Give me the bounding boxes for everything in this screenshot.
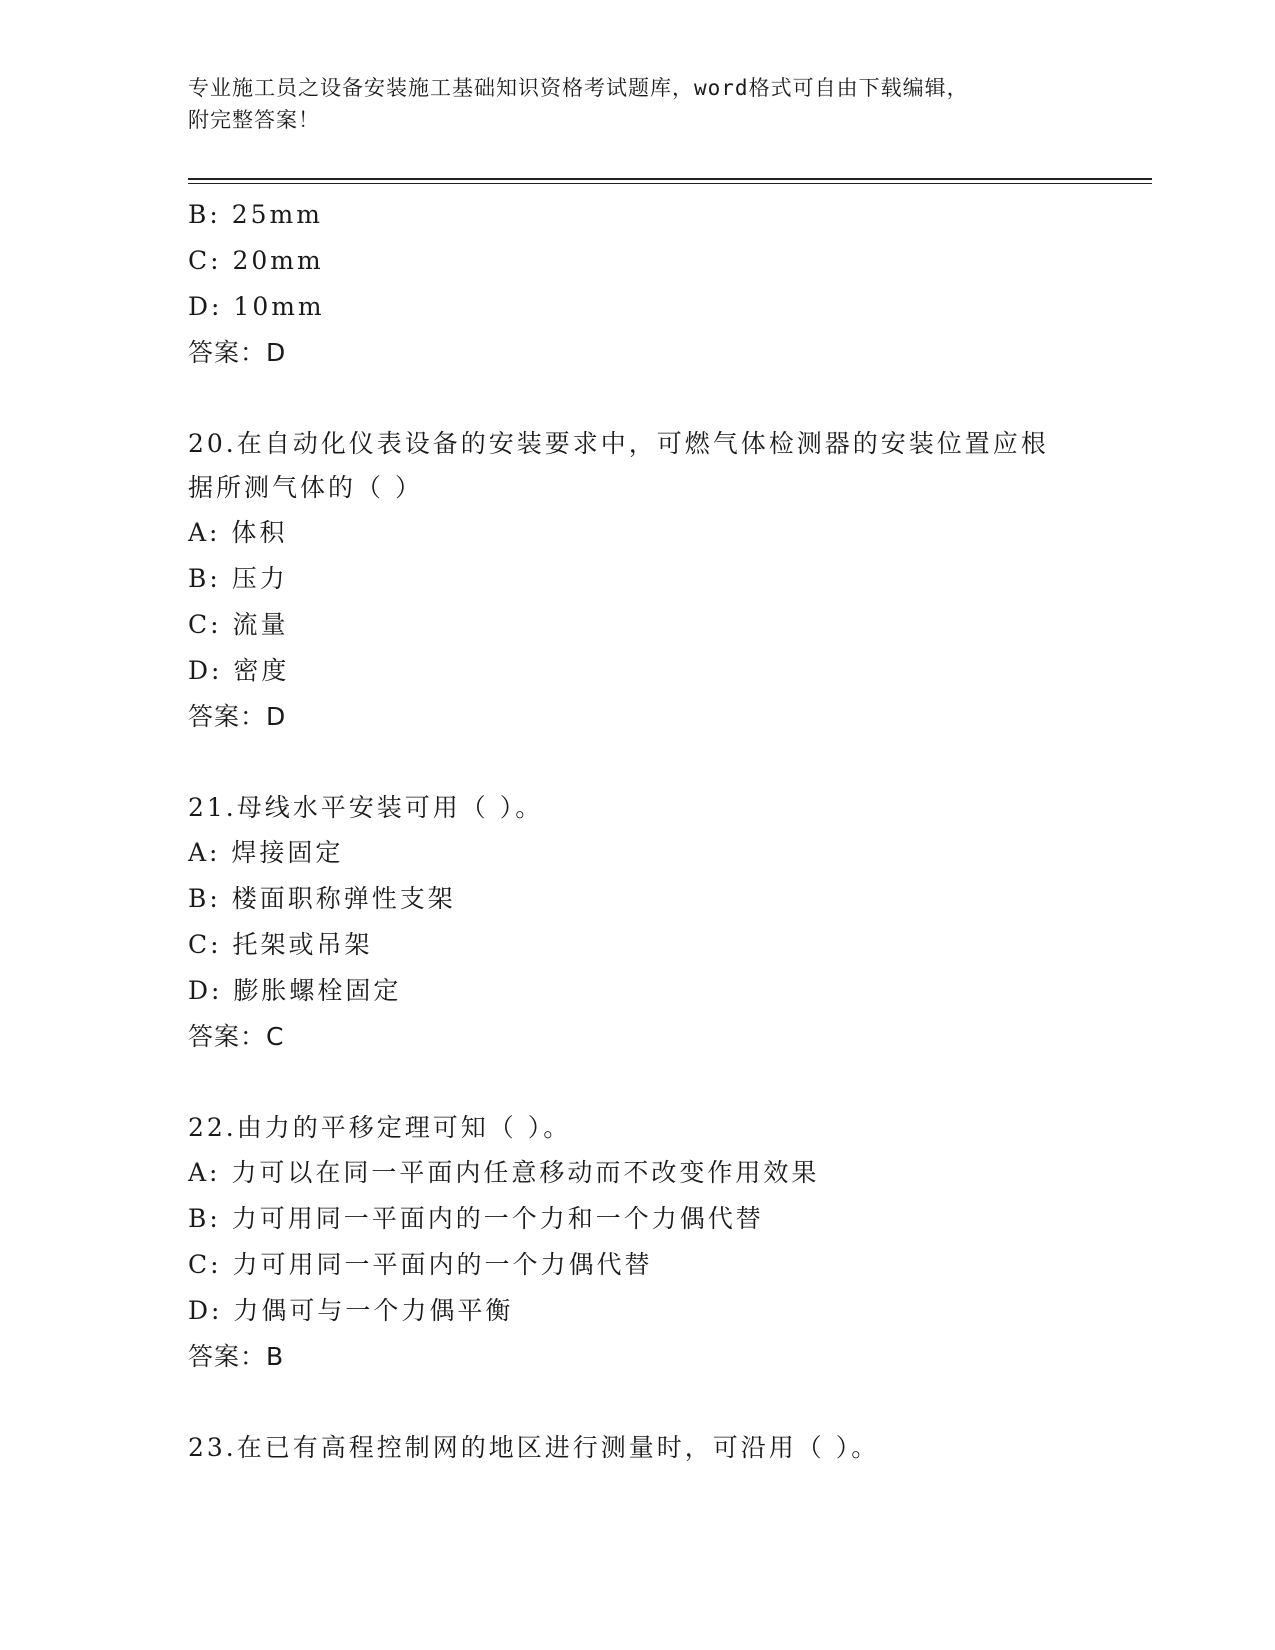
option-d: D: 力偶可与一个力偶平衡 <box>188 1296 514 1325</box>
option-b: B: 25mm <box>188 200 323 229</box>
answer-line: 答案：D <box>188 338 287 367</box>
option-c: C: 20mm <box>188 246 324 275</box>
answer-line: 答案：D <box>188 702 287 731</box>
option-a: A: 体积 <box>188 518 288 547</box>
option-c: C: 托架或吊架 <box>188 930 373 959</box>
option-d: D: 膨胀螺栓固定 <box>188 976 402 1005</box>
answer-line: 答案：C <box>188 1022 285 1051</box>
header-divider-thin <box>188 183 1152 184</box>
option-c: C: 流量 <box>188 610 289 639</box>
question-19-partial <box>188 192 1088 376</box>
question-20 <box>188 422 1088 740</box>
answer-line: 答案：B <box>188 1342 285 1371</box>
option-d: D: 密度 <box>188 656 290 685</box>
option-d: D: 10mm <box>188 292 325 321</box>
question-stem: 23.在已有高程控制网的地区进行测量时，可沿用（ ）。 <box>188 1433 880 1462</box>
option-a: A: 焊接固定 <box>188 838 344 867</box>
option-b: B: 楼面职称弹性支架 <box>188 884 456 913</box>
option-c: C: 力可用同一平面内的一个力偶代替 <box>188 1250 653 1279</box>
document-header <box>188 72 1088 136</box>
header-line-2: 附完整答案！ <box>188 108 320 132</box>
question-stem: 20.在自动化仪表设备的安装要求中，可燃气体检测器的安装位置应根据所测气体的（ ） <box>188 429 1049 502</box>
question-23 <box>188 1426 1088 1470</box>
option-b: B: 压力 <box>188 564 288 593</box>
question-stem: 22.由力的平移定理可知（ ）。 <box>188 1113 572 1142</box>
option-a: A: 力可以在同一平面内任意移动而不改变作用效果 <box>188 1158 820 1187</box>
question-22 <box>188 1106 1088 1380</box>
header-divider-thick <box>188 178 1152 180</box>
question-21 <box>188 786 1088 1060</box>
question-list <box>188 192 1088 1470</box>
option-b: B: 力可用同一平面内的一个力和一个力偶代替 <box>188 1204 764 1233</box>
header-line-1: 专业施工员之设备安装施工基础知识资格考试题库，word格式可自由下载编辑， <box>188 76 969 100</box>
question-stem: 21.母线水平安装可用（ ）。 <box>188 793 544 822</box>
